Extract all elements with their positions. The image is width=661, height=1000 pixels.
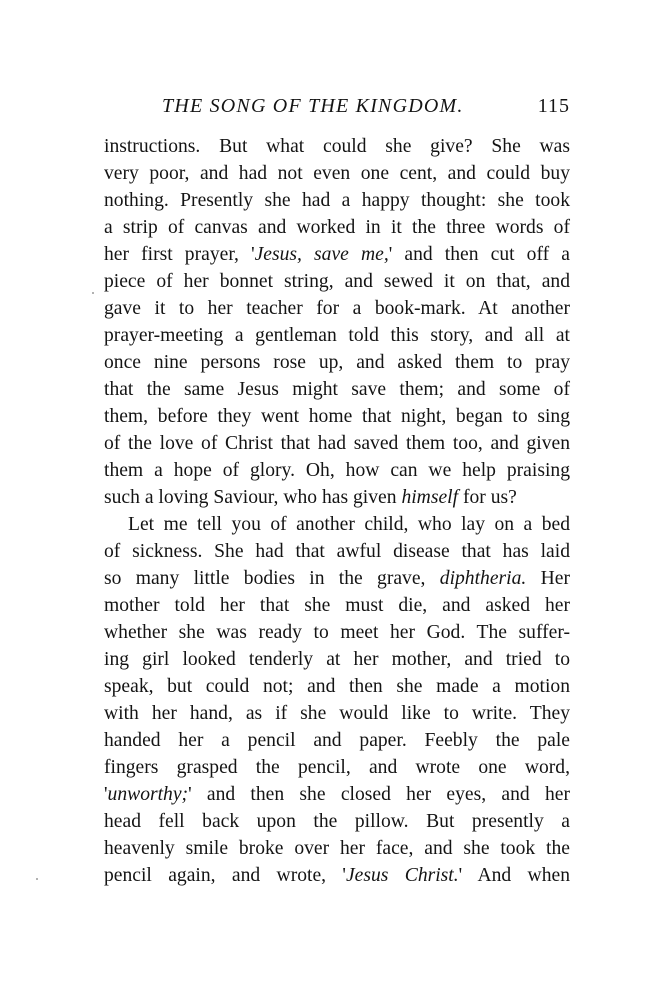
text-line: 'unworthy;' and then she closed her eyes, and her [104,784,570,805]
text-line: that the same Jesus might save them; and some of [104,379,570,400]
text-line: of the love of Christ that had saved them too, and given [104,433,570,454]
text-line: head fell back upon the pillow. But presently a [104,811,570,832]
text-line: pencil again, and wrote, 'Jesus Christ.' And when [104,865,570,886]
text-line: speak, but could not; and then she made a motion [104,676,570,697]
italic-word: himself [401,487,459,508]
text-line: whether she was ready to meet her God. The suffer- [104,622,570,643]
paper-speck [92,292,94,294]
text-line: once nine persons rose up, and asked them to pray [104,352,570,373]
text-line: with her hand, as if she would like to write. They [104,703,570,724]
text-line: fingers grasped the pencil, and wrote one word, [104,757,570,778]
text-line: ing girl looked tenderly at her mother, and tried to [104,649,570,670]
text-line: nothing. Presently she had a happy thought: she took [104,190,570,211]
running-title: THE SONG OF THE KINGDOM. [162,95,464,117]
text-line: them, before they went home that night, began to sing [104,406,570,427]
text-line: of sickness. She had that awful disease that has laid [104,541,570,562]
text-line: piece of her bonnet string, and sewed it on that, and [104,271,570,292]
italic-phrase: Jesus, save me, [254,244,389,265]
text-line: instructions. But what could she give? She was [104,136,570,157]
paragraph-first-line: Let me tell you of another child, who lay on a bed [128,514,570,535]
text-line: gave it to her teacher for a book-mark. At another [104,298,570,319]
text-line: them a hope of glory. Oh, how can we help praising [104,460,570,481]
text-line: mother told her that she must die, and asked her [104,595,570,616]
text-line: very poor, and had not even one cent, and could buy [104,163,570,184]
text-line: handed her a pencil and paper. Feebly the pale [104,730,570,751]
text-line: prayer-meeting a gentleman told this story, and all at [104,325,570,346]
text-line: so many little bodies in the grave, diphtheria. Her [104,568,570,589]
paper-speck [36,878,38,880]
body-text [104,133,570,889]
italic-word: unworthy; [107,784,189,805]
text-line: such a loving Saviour, who has given himself for us? [104,487,517,508]
text-line: her first prayer, 'Jesus, save me,' and then cut off a [104,244,570,265]
italic-word: diphtheria. [439,568,527,589]
text-line: a strip of canvas and worked in it the three words of [104,217,570,238]
italic-phrase: Jesus Christ. [345,865,459,886]
page-number: 115 [537,95,570,117]
text-line: heavenly smile broke over her face, and she took the [104,838,570,859]
